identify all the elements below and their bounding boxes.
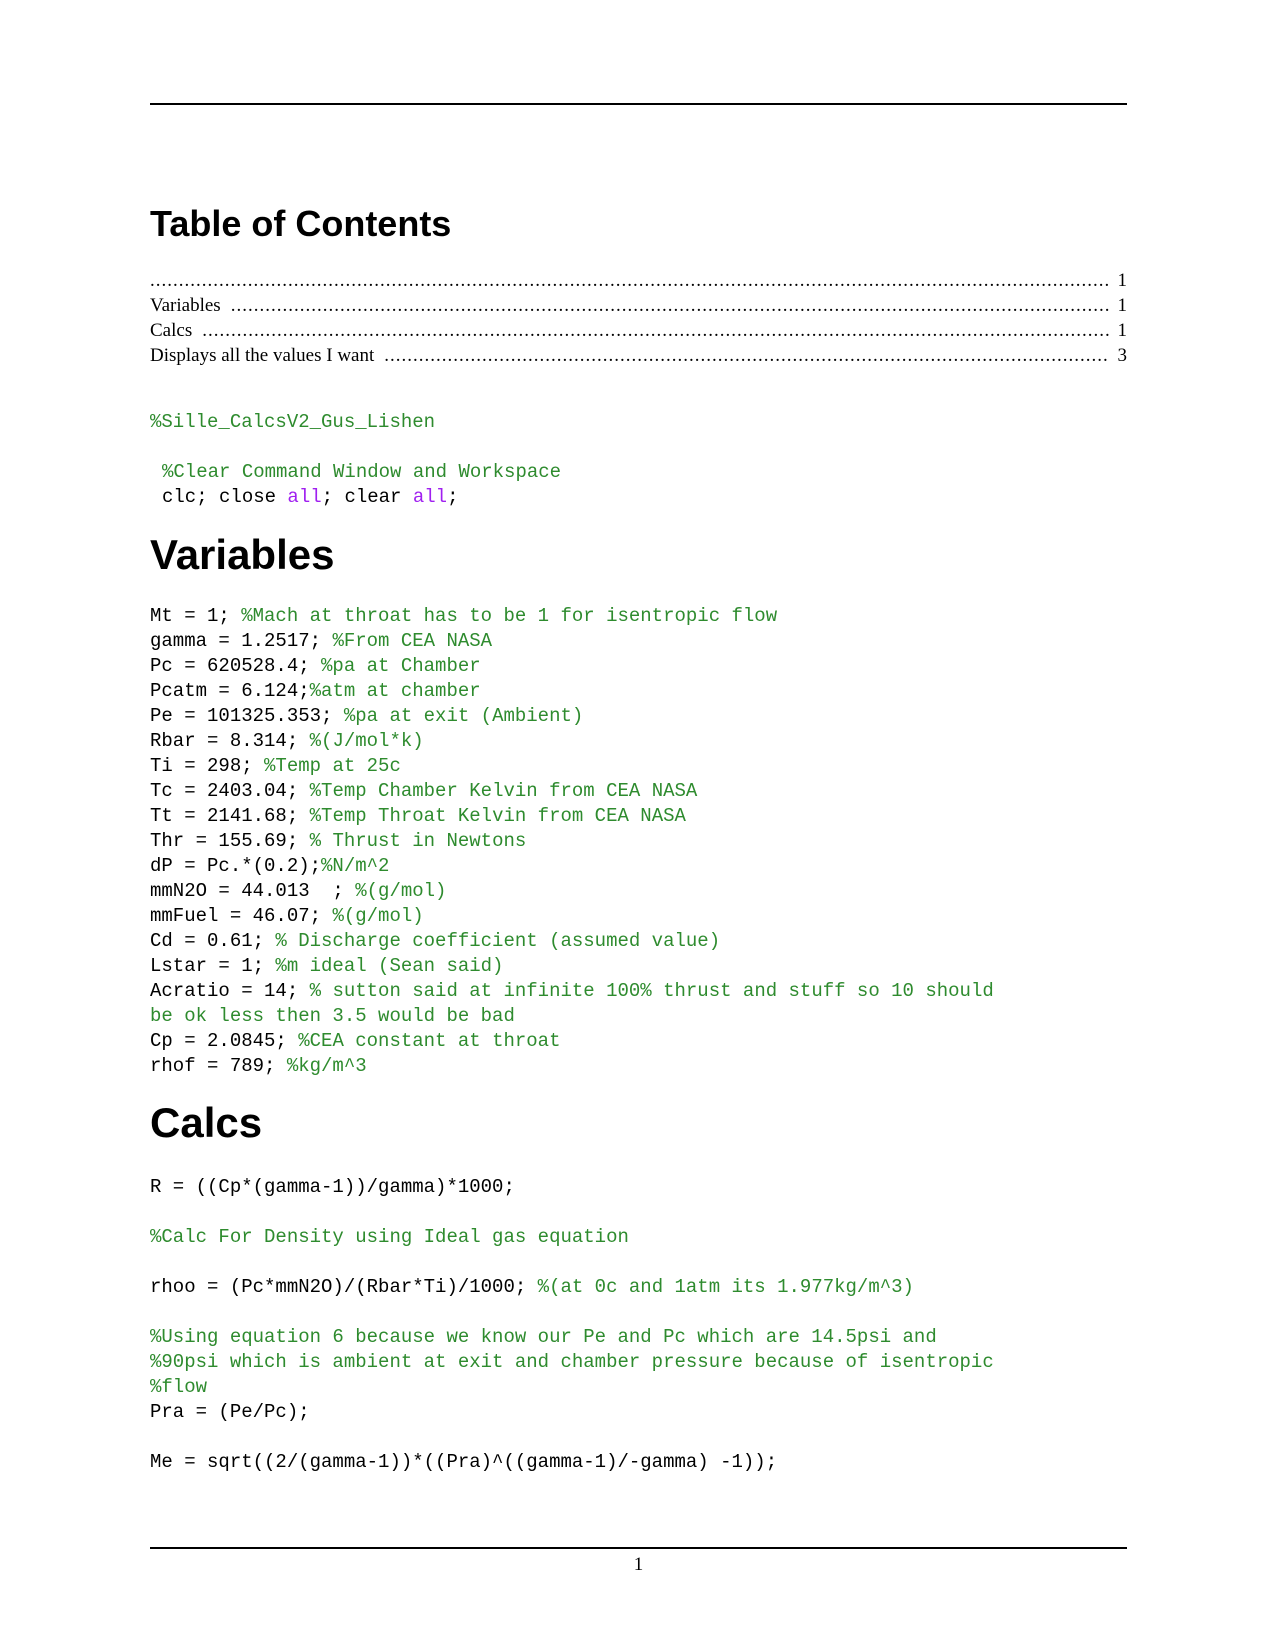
code-line bbox=[150, 829, 994, 854]
toc-entry-page: 1 bbox=[1117, 295, 1127, 316]
toc-entry-page: 1 bbox=[1117, 270, 1127, 291]
toc-entry[interactable] bbox=[150, 268, 1127, 293]
code-line bbox=[150, 604, 994, 629]
code-text: gamma = 1.2517; bbox=[150, 630, 333, 652]
code-comment: %Calc For Density using Ideal gas equation bbox=[150, 1226, 629, 1248]
code-text: R = ((Cp*(gamma-1))/gamma)*1000; bbox=[150, 1176, 515, 1198]
code-line bbox=[150, 1054, 994, 1079]
keyword: all bbox=[287, 486, 322, 508]
code-line bbox=[150, 979, 994, 1004]
code-line bbox=[150, 1275, 994, 1300]
code-comment: %Mach at throat has to be 1 for isentropic flow bbox=[241, 605, 778, 627]
code-comment: %From CEA NASA bbox=[332, 630, 493, 652]
code-line bbox=[150, 1250, 994, 1275]
code-text: Cd = 0.61; bbox=[150, 930, 276, 952]
keyword: all bbox=[412, 486, 448, 508]
code-line bbox=[150, 629, 994, 654]
code-line bbox=[150, 854, 994, 879]
toc-dot-leader bbox=[384, 343, 1109, 368]
toc-entry-label: Displays all the values I want bbox=[150, 345, 375, 366]
code-text: Mt = 1; bbox=[150, 605, 242, 627]
table-of-contents bbox=[150, 268, 1127, 368]
code-line bbox=[150, 1400, 994, 1425]
toc-entry-page: 3 bbox=[1117, 345, 1127, 366]
code-line bbox=[150, 954, 994, 979]
clear-block bbox=[162, 460, 561, 510]
toc-entry-label: Variables bbox=[150, 295, 221, 316]
code-comment: % Thrust in Newtons bbox=[309, 830, 527, 852]
toc-title: Table of Contents bbox=[150, 203, 452, 244]
code-comment: %CEA constant at throat bbox=[298, 1030, 561, 1052]
code-line bbox=[150, 704, 994, 729]
header-rule bbox=[150, 103, 1127, 105]
code-line bbox=[150, 1425, 994, 1450]
code-line bbox=[150, 879, 994, 904]
script-name-comment: %Sille_CalcsV2_Gus_Lishen bbox=[150, 411, 436, 433]
code-comment: be ok less then 3.5 would be bad bbox=[150, 1005, 515, 1027]
variables-code-block bbox=[150, 604, 994, 1079]
code-text: rhoo = (Pc*mmN2O)/(Rbar*Ti)/1000; bbox=[150, 1276, 538, 1298]
code-text: Pra = (Pe/Pc); bbox=[150, 1401, 310, 1423]
page-number: 1 bbox=[633, 1554, 644, 1575]
code-text: Pe = 101325.353; bbox=[150, 705, 344, 727]
code-text: Rbar = 8.314; bbox=[150, 730, 310, 752]
code-text: ; bbox=[447, 486, 459, 508]
code-line bbox=[150, 1375, 994, 1400]
code-comment: %flow bbox=[150, 1376, 208, 1398]
code-comment: %pa at exit (Ambient) bbox=[343, 705, 584, 727]
code-text: Pcatm = 6.124; bbox=[150, 680, 310, 702]
code-comment: %Temp Chamber Kelvin from CEA NASA bbox=[309, 780, 698, 802]
script-name-block bbox=[150, 410, 435, 435]
section-heading-variables: Variables bbox=[150, 531, 335, 578]
code-comment: %N/m^2 bbox=[321, 855, 390, 877]
code-text: Thr = 155.69; bbox=[150, 830, 310, 852]
clear-code-line bbox=[162, 485, 561, 510]
code-text: Cp = 2.0845; bbox=[150, 1030, 299, 1052]
code-text: Me = sqrt((2/(gamma-1))*((Pra)^((gamma-1)/-gamma) -1)); bbox=[150, 1451, 778, 1473]
code-comment: %(J/mol*k) bbox=[309, 730, 424, 752]
toc-dot-leader bbox=[202, 318, 1109, 343]
code-line bbox=[150, 1225, 994, 1250]
code-comment: % sutton said at infinite 100% thrust and stuff so 10 should bbox=[309, 980, 994, 1002]
clear-comment: %Clear Command Window and Workspace bbox=[162, 461, 562, 483]
calcs-code-block bbox=[150, 1175, 994, 1475]
code-text: rhof = 789; bbox=[150, 1055, 287, 1077]
code-text: Tc = 2403.04; bbox=[150, 780, 310, 802]
code-line bbox=[150, 754, 994, 779]
code-comment: %Using equation 6 because we know our Pe and Pc which are 14.5psi and bbox=[150, 1326, 937, 1348]
footer-rule bbox=[150, 1547, 1127, 1549]
code-text: Lstar = 1; bbox=[150, 955, 276, 977]
code-text: mmFuel = 46.07; bbox=[150, 905, 333, 927]
code-text: ; clear bbox=[321, 486, 413, 508]
code-text: Acratio = 14; bbox=[150, 980, 310, 1002]
code-line bbox=[150, 1004, 994, 1029]
code-comment: %(at 0c and 1atm its 1.977kg/m^3) bbox=[537, 1276, 914, 1298]
code-comment: %Temp at 25c bbox=[264, 755, 401, 777]
code-line bbox=[150, 1325, 994, 1350]
code-text: dP = Pc.*(0.2); bbox=[150, 855, 322, 877]
code-line bbox=[150, 1175, 994, 1200]
toc-entry[interactable] bbox=[150, 343, 1127, 368]
code-text: Pc = 620528.4; bbox=[150, 655, 322, 677]
code-comment: %m ideal (Sean said) bbox=[275, 955, 504, 977]
code-line bbox=[150, 679, 994, 704]
toc-entry[interactable] bbox=[150, 318, 1127, 343]
code-comment: %pa at Chamber bbox=[321, 655, 481, 677]
section-heading-calcs: Calcs bbox=[150, 1099, 263, 1146]
toc-entry[interactable] bbox=[150, 293, 1127, 318]
code-line bbox=[150, 1350, 994, 1375]
code-text: Tt = 2141.68; bbox=[150, 805, 310, 827]
toc-entry-label: Calcs bbox=[150, 320, 193, 341]
code-line bbox=[150, 654, 994, 679]
code-line bbox=[150, 1450, 994, 1475]
code-line bbox=[150, 929, 994, 954]
code-comment: %(g/mol) bbox=[332, 905, 424, 927]
code-line bbox=[150, 904, 994, 929]
toc-entry-page: 1 bbox=[1117, 320, 1127, 341]
code-line bbox=[150, 1200, 994, 1225]
code-comment: % Discharge coefficient (assumed value) bbox=[275, 930, 721, 952]
code-text: mmN2O = 44.013 ; bbox=[150, 880, 356, 902]
toc-dot-leader bbox=[231, 293, 1110, 318]
code-line bbox=[150, 729, 994, 754]
code-text: Ti = 298; bbox=[150, 755, 265, 777]
code-comment: %atm at chamber bbox=[309, 680, 481, 702]
code-comment: %90psi which is ambient at exit and chamber pressure because of isentropic bbox=[150, 1351, 994, 1373]
code-line bbox=[150, 779, 994, 804]
toc-dot-leader bbox=[150, 268, 1110, 293]
code-line bbox=[150, 1029, 994, 1054]
code-comment: %(g/mol) bbox=[355, 880, 447, 902]
code-comment: %Temp Throat Kelvin from CEA NASA bbox=[309, 805, 686, 827]
code-comment: %kg/m^3 bbox=[286, 1055, 367, 1077]
code-line bbox=[150, 1300, 994, 1325]
code-line bbox=[150, 804, 994, 829]
code-text: clc; close bbox=[162, 486, 288, 508]
